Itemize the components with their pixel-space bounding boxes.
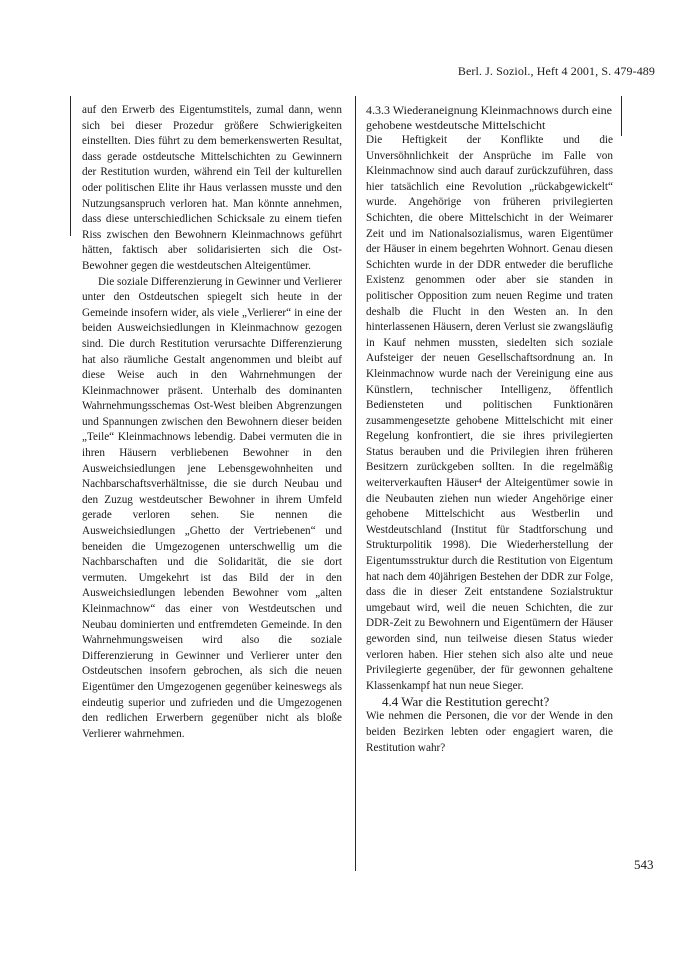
column-rule-right [621, 96, 622, 136]
left-column [82, 103, 342, 742]
section-heading: 4.4 War die Restitution gerecht? [382, 694, 550, 710]
body-paragraph: Die soziale Differenzierung in Gewinner und Verlierer unter den Ostdeutschen spiegelt sich heute in der Gemeinde insofern wider, als viele „Verlierer“ in eine der beiden Ausweichsiedlungen in Kleinmachnow gezogen sind. Die durch Restitution verursachte Differenzierung hat also räumliche Gestalt angenommen und bleibt auf diese Weise auch in den Wahrnehmungen der Kleinmachnower präsent. Unterhalb des dominanten Wahrnehmungsschemas Ost-West bleiben Abgrenzungen und Spannungen zwischen den Bewohnern dieser beiden „Teile“ Kleinmachnows lebendig. Dabei vermuten die in ihren Häusern verbliebenen Bewohner in den Ausweichsiedlungen jene Lebensgewohnheiten und Nachbarschaftsverhältnisse, die sie durch Neubau und den Zuzug westdeutscher Bewohner in ihrem Umfeld gerade verloren sehen. Sie nennen die Ausweichsiedlungen „Ghetto der Vertriebenen“ und beneiden die Umgezogenen unterschwellig um die Nachbarschaften und die Solidarität, die sie dort vermuten. Umgekehrt ist das Bild der in den Ausweichsiedlungen lebenden Bewohner vom „alten Kleinmachnow“ das einer von Westdeutschen und Neubau dominierten und entfremdeten Gemeinde. In den Wahrnehmungsweisen wird also die soziale Differenzierung in Gewinner und Verlierer unter den Ostdeutschen insofern gebrochen, als sich die neuen Eigentümer den Umgezogenen gegenüber keineswegs als eindeutig superior und zufrieden und die Umgezogenen den redlichen Erwerbern gegenüber nicht als bloße Verlierer wahrnehmen. [82, 275, 342, 740]
body-paragraph: auf den Erwerb des Eigentumstitels, zumal dann, wenn sich bei dieser Prozedur größere Schwierigkeiten einstellten. Dies führt zu dem bemerkenswerten Resultat, dass gerade ostdeutsche Mittelschichten zu Gewinnern der Restitution wurden, während ein Teil der kulturellen oder politischen Elite ihr Haus verlassen musste und den Nutzungsanspruch verloren hat. Man könnte annehmen, dass diese unterschiedlichen Schicksale zu einem tiefen Riss zwischen den Bewohnern Kleinmachnows geführt hätten, faktisch aber solidarisierten sich die Ost-Bewohner gegen die westdeutschen Alteigentümer. [82, 104, 342, 272]
column-rule-middle [355, 96, 356, 871]
page-number: 543 [634, 857, 654, 872]
body-paragraph: Wie nehmen die Personen, die vor der Wende in den beiden Bezirken lebten oder engagiert waren, die Restitution wahr? [366, 710, 613, 754]
column-rule-left [70, 96, 71, 236]
running-head: Berl. J. Soziol., Heft 4 2001, S. 479-489 [457, 64, 655, 78]
section-heading: 4.3.3 Wiederaneignung Kleinmachnows durch eine gehobene westdeutsche Mittelschicht [366, 103, 612, 132]
body-paragraph: Die Heftigkeit der Konflikte und die Unversöhnlichkeit der Ansprüche im Falle von Kleinmachnow sind auch darauf zurückzuführen, dass hier tatsächlich eine Revolution „rückabgewickelt“ wurde. Angehörige von früheren privilegierten Schichten, die obere Mittelschicht in der Weimarer Zeit und im Nationalsozialismus, waren Eigentümer der Häuser in einem begehrten Wohnort. Genau diesen Schichten wurde in der DDR entweder die berufliche Existenz genommen oder aber sie standen in politischer Opposition zum neuen Regime und traten deshalb die Flucht in den Westen an. In den hinterlassenen Häusern, deren Verlust sie zwangsläufig in Kauf nehmen mussten, siedelten sich soziale Aufsteiger der neuen Gesellschaftsordnung an. In Kleinmachnow wurde nach der Vereinigung eine aus Künstlern, technischer Intelligenz, öffentlich Bediensteten und politischen Funktionären zusammengesetzte gehobene Mittelschicht mit einer Regelung konfrontiert, die sie ihres privilegierten Status berauben und die Privilegien ihren früheren Besitzern zurückgeben sollten. In die regelmäßig weiterverkauften Häuser⁴ der Alteigentümer sowie in die Neubauten ziehen nun wieder Angehörige einer gehobene Mittelschicht aus Westberlin und Westdeutschland (Institut für Stadtforschung und Strukturpolitik 1998). Die Wiederherstellung der Eigentumsstruktur durch die Restitution von Eigentum hat nach dem 40jährigen Bestehen der DDR zur Folge, dass die in dieser Zeit entstandene Sozialstruktur umgebaut wird, weil die neuen Schichten, die zur DDR-Zeit zu Bewohnern und Eigentümern der Häuser geworden sind, nun teilweise diesen Status wieder verloren haben. Hier stehen sich also alte und neue Privilegierte gegenüber, der für gewonnen gehaltene Klassenkampf hat nun neue Sieger. [366, 134, 613, 692]
right-column [366, 103, 613, 756]
